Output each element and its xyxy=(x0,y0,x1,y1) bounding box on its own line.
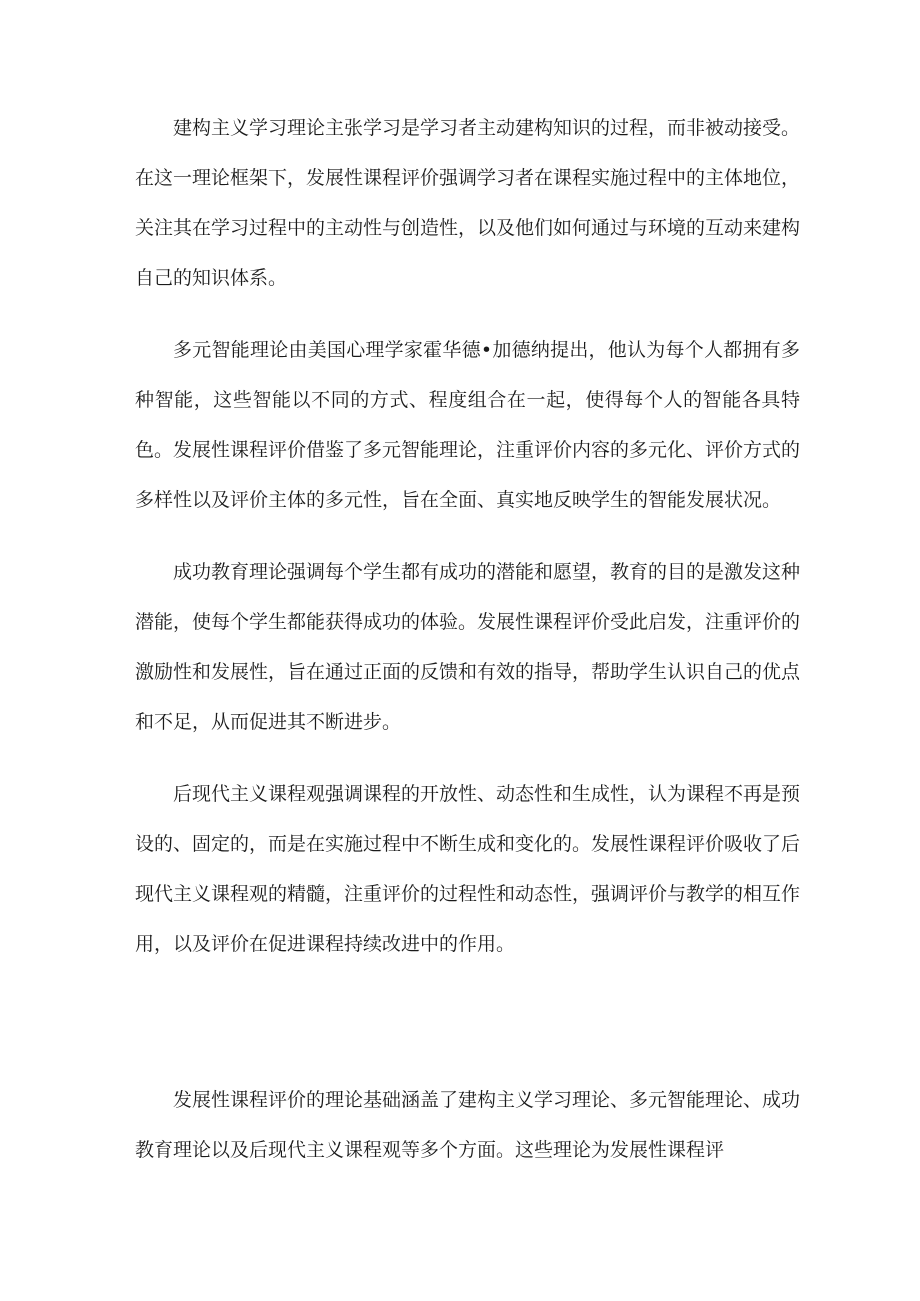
text-block-main xyxy=(135,103,800,969)
paragraph-summary: 发展性课程评价的理论基础涵盖了建构主义学习理论、多元智能理论、成功教育理论以及后现代主义课程观等多个方面。这些理论为发展性课程评 xyxy=(135,1089,801,1161)
paragraph-constructivism: 建构主义学习理论主张学习是学习者主动建构知识的过程，而非被动接受。在这一理论框架下，发展性课程评价强调学习者在课程实施过程中的主体地位，关注其在学习过程中的主动性与创造性，以及他们如何通过与环境的互动来建构自己的知识体系。 xyxy=(135,117,801,289)
paragraph-multiple-intelligences: 多元智能理论由美国心理学家霍华德•加德纳提出，他认为每个人都拥有多种智能，这些智能以不同的方式、程度组合在一起，使得每个人的智能各具特色。发展性课程评价借鉴了多元智能理论，注重评价内容的多元化、评价方式的多样性以及评价主体的多元性，旨在全面、真实地反映学生的智能发展状况。 xyxy=(135,339,801,511)
paragraph-success-education: 成功教育理论强调每个学生都有成功的潜能和愿望，教育的目的是激发这种潜能，使每个学生都能获得成功的体验。发展性课程评价受此启发，注重评价的激励性和发展性，旨在通过正面的反馈和有效的指导，帮助学生认识自己的优点和不足，从而促进其不断进步。 xyxy=(135,561,801,733)
paragraph-postmodern-curriculum: 后现代主义课程观强调课程的开放性、动态性和生成性，认为课程不再是预设的、固定的，而是在实施过程中不断生成和变化的。发展性课程评价吸收了后现代主义课程观的精髓，注重评价的过程性和动态性，强调评价与教学的相互作用，以及评价在促进课程持续改进中的作用。 xyxy=(135,783,801,955)
text-block-summary xyxy=(135,1075,800,1175)
